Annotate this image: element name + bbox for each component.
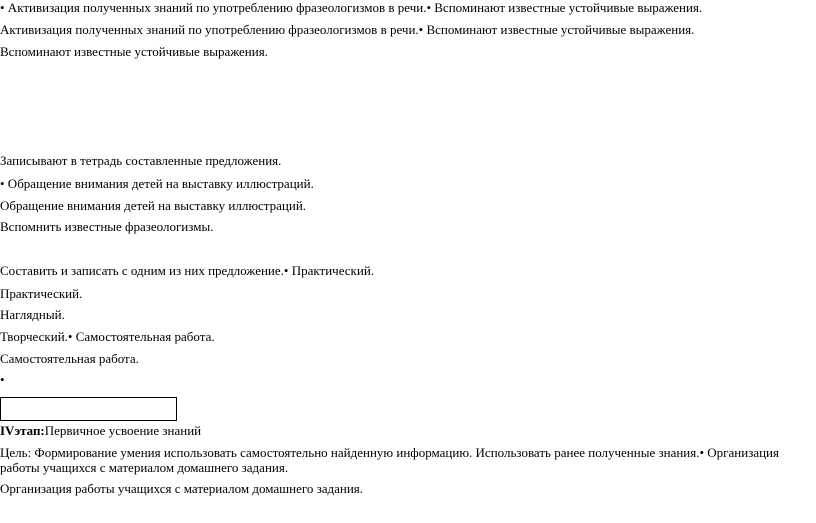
stage-title: Первичное усвоение знаний: [44, 423, 202, 438]
text-line-8: Составить и записать с одним из них предложение.• Практический.: [0, 263, 375, 278]
text-line-3: Вспоминают известные устойчивые выражения.: [0, 44, 268, 59]
text-line-5: • Обращение внимания детей на выставку иллюстраций.: [0, 176, 314, 191]
text-line-7: Вспомнить известные фразеологизмы.: [0, 219, 214, 234]
stage-label: IVэтап:: [0, 423, 45, 438]
text-line-12: Самостоятельная работа.: [0, 351, 139, 366]
empty-table-cell: [0, 397, 177, 421]
stage-heading: [0, 423, 201, 438]
text-line-4: Записывают в тетрадь составленные предложения.: [0, 153, 282, 168]
text-line-9: Практический.: [0, 286, 83, 301]
text-line-11: Творческий.• Самостоятельная работа.: [0, 329, 215, 344]
text-line-2: Активизация полученных знаний по употреблению фразеологизмов в речи.• Вспоминают известные устойчивые выражения.: [0, 22, 695, 37]
text-line-6: Обращение внимания детей на выставку иллюстраций.: [0, 198, 307, 213]
text-line-last: Организация работы учащихся с материалом домашнего задания.: [0, 481, 364, 496]
bullet-line: •: [0, 372, 5, 387]
goal-paragraph: Цель: Формирование умения использовать самостоятельно найденную информацию. Использовать ранее полученные знания.• Организация работы учащихся с материалом домашнего задания.: [0, 445, 779, 475]
text-line-10: Наглядный.: [0, 307, 65, 322]
text-line-1: • Активизация полученных знаний по употреблению фразеологизмов в речи.• Вспоминают известные устойчивые выражения.: [0, 0, 703, 15]
